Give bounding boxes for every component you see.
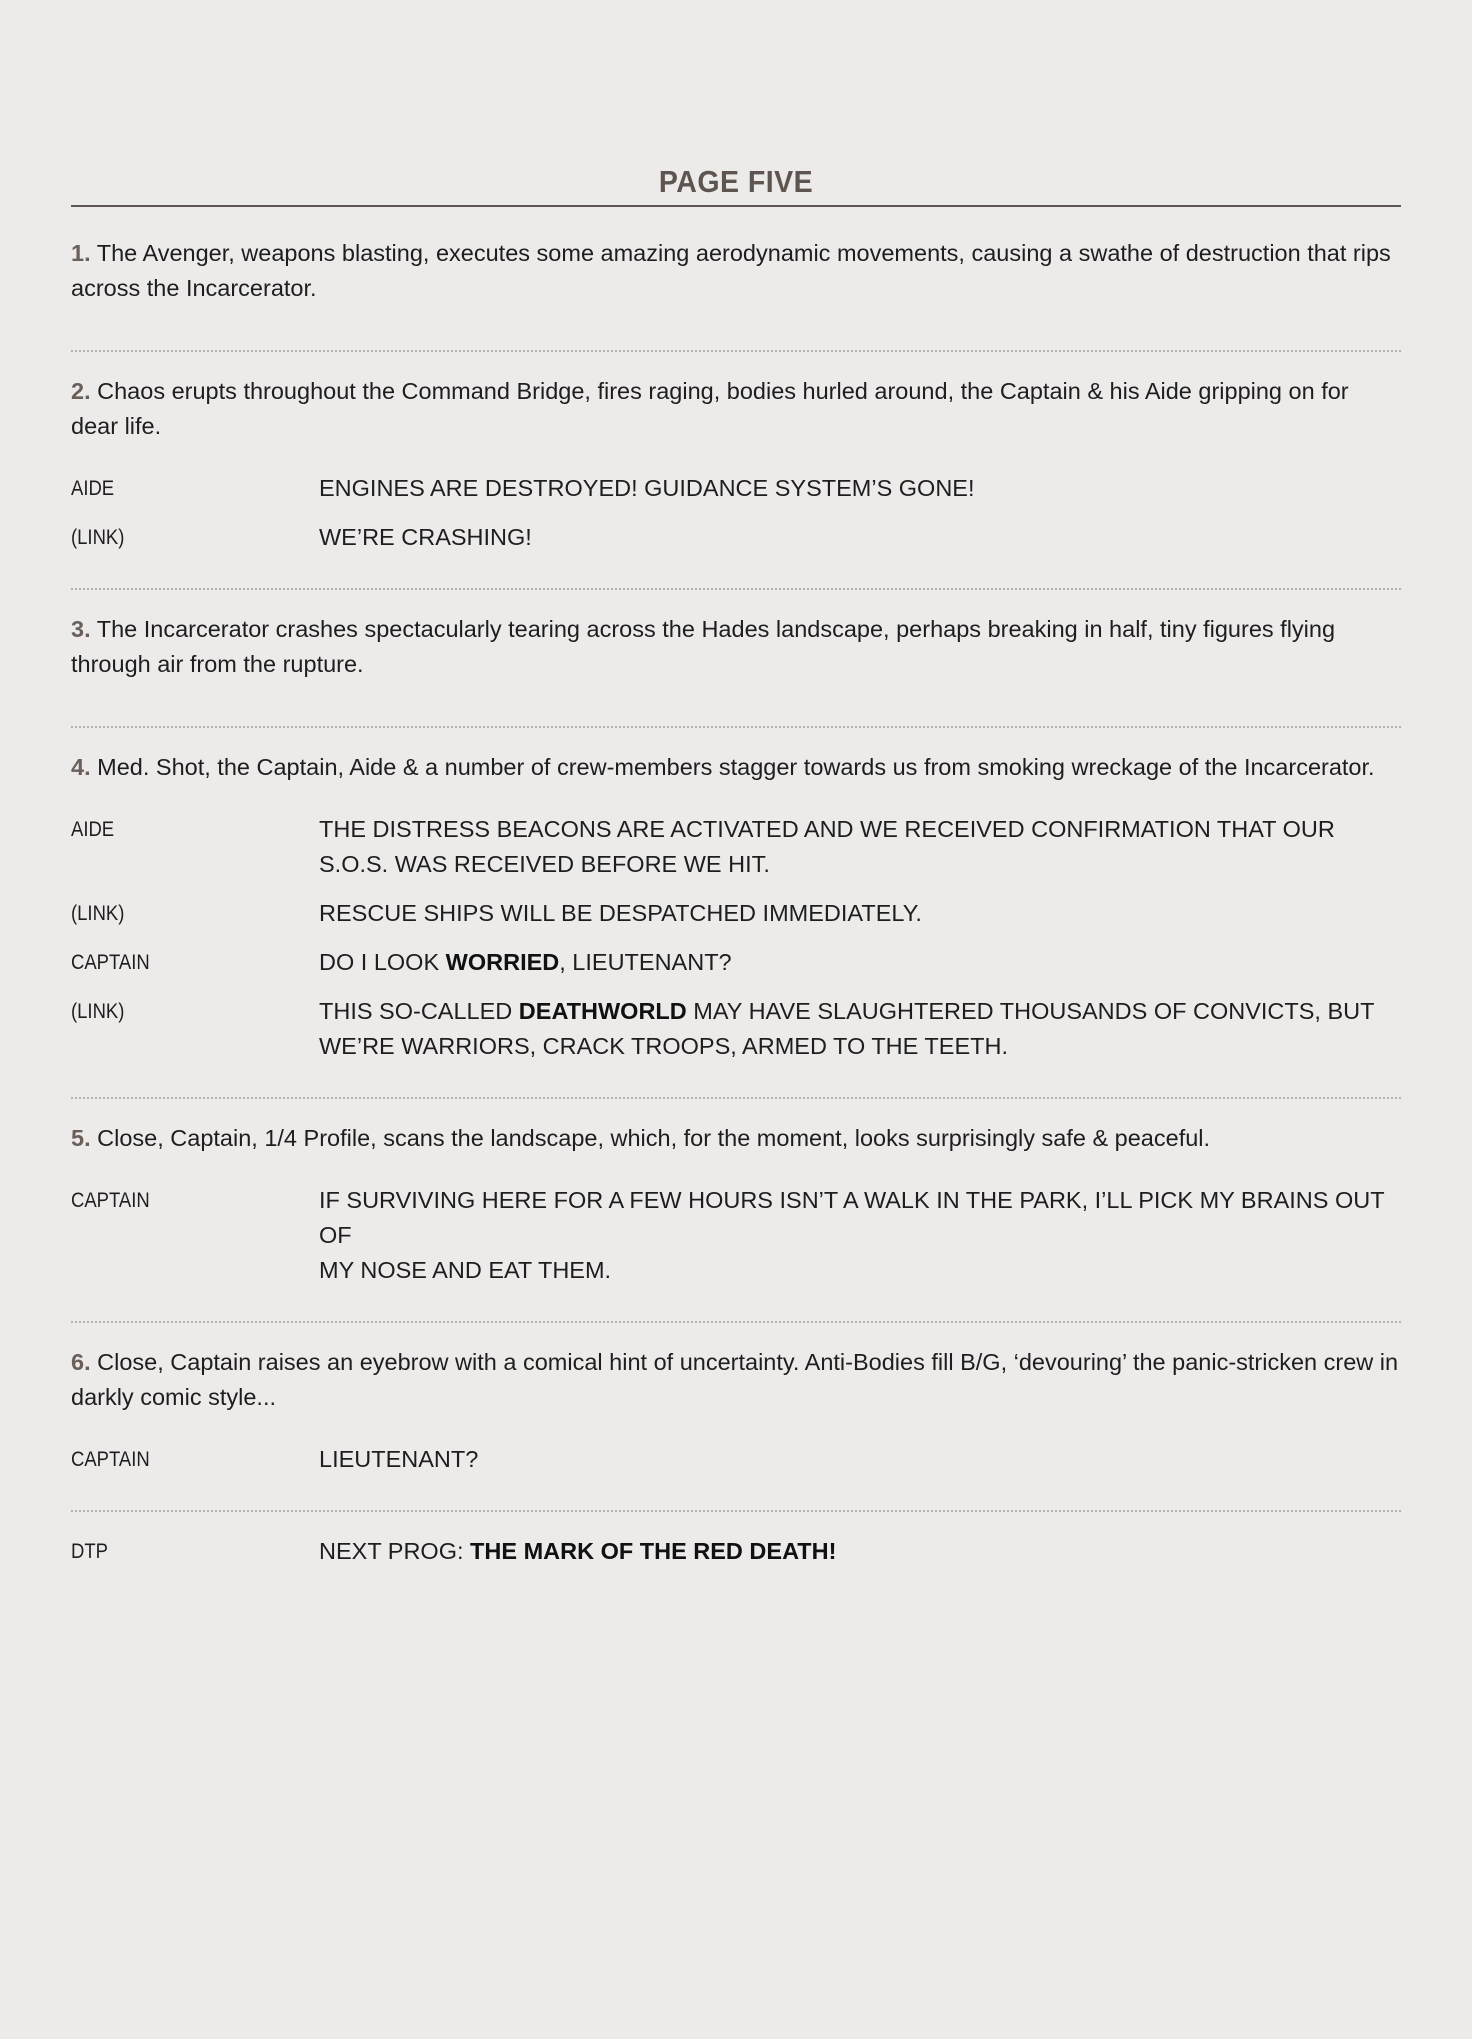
dialogue-line [319, 945, 1401, 980]
page-title: PAGE FIVE [658, 164, 814, 199]
dialogue-row [71, 812, 1401, 882]
dialogue-text: THIS SO-CALLED [319, 998, 519, 1024]
dialogue-text: MY NOSE AND EAT THEM. [319, 1257, 612, 1283]
panel-number: 3. [71, 616, 91, 642]
dialogue-row [71, 994, 1401, 1064]
next-prog-line [319, 1534, 1401, 1569]
panel-3-description [71, 612, 1401, 682]
panel-number: 4. [71, 754, 91, 780]
dialogue-line: ENGINES ARE DESTROYED! GUIDANCE SYSTEM’S GONE! [319, 475, 975, 501]
panel-number: 5. [71, 1125, 91, 1151]
emphasis-text: WORRIED [445, 949, 560, 975]
dialogue-line: WE’RE CRASHING! [319, 524, 532, 550]
speaker-label: (LINK) [71, 526, 125, 549]
dialogue-line: LIEUTENANT? [319, 1446, 479, 1472]
panel-number: 6. [71, 1349, 91, 1375]
panel-description-text: The Avenger, weapons blasting, executes some amazing aerodynamic movements, causing a swathe of destruction that rips across the Incarcerator. [71, 240, 1391, 301]
next-prog-title: THE MARK OF THE RED DEATH! [470, 1538, 837, 1564]
speaker-label: CAPTAIN [71, 1448, 150, 1471]
speaker-label: CAPTAIN [71, 1189, 150, 1212]
panel-number: 2. [71, 378, 91, 404]
panel-5-description [71, 1121, 1401, 1156]
panel-2-description [71, 374, 1401, 444]
dialogue-row [71, 896, 1401, 931]
title-rule [71, 205, 1401, 207]
next-prog-row [71, 1534, 1401, 1569]
speaker-label: DTP [71, 1540, 108, 1563]
panel-description-text: The Incarcerator crashes spectacularly tearing across the Hades landscape, perhaps breaking in half, tiny figures flying through air from the rupture. [71, 616, 1336, 677]
dialogue-row [71, 945, 1401, 980]
dialogue-text: DO I LOOK [319, 949, 446, 975]
panel-description-text: Close, Captain, 1/4 Profile, scans the landscape, which, for the moment, looks surprisingly safe & peaceful. [90, 1125, 1211, 1151]
dialogue-text: MAY HAVE SLAUGHTERED THOUSANDS OF CONVICTS, BUT WE’RE WARRIORS, CRACK TROOPS, ARMED TO THE TEETH. [319, 998, 1375, 1059]
dialogue-line: THE DISTRESS BEACONS ARE ACTIVATED AND WE RECEIVED CONFIRMATION THAT OUR S.O.S. WAS RECEIVED BEFORE WE HIT. [319, 816, 1335, 877]
dialogue-row [71, 520, 1401, 555]
speaker-label: (LINK) [71, 902, 125, 925]
speaker-label: (LINK) [71, 1000, 125, 1023]
dialogue-text: , LIEUTENANT? [559, 949, 732, 975]
speaker-label: AIDE [71, 818, 115, 841]
dialogue-row [71, 1183, 1401, 1288]
emphasis-text: DEATHWORLD [518, 998, 687, 1024]
panel-6-description [71, 1345, 1401, 1415]
dialogue-row [71, 1442, 1401, 1477]
next-prog-prefix: NEXT PROG: [319, 1538, 471, 1564]
dialogue-line [319, 1183, 1401, 1288]
panel-description-text: Med. Shot, the Captain, Aide & a number of crew-members stagger towards us from smoking wreckage of the Incarcerator. [90, 754, 1375, 780]
dialogue-text: IF SURVIVING HERE FOR A FEW HOURS ISN’T A WALK IN THE PARK, I’LL PICK MY BRAINS OUT OF [319, 1187, 1385, 1248]
panel-4-description [71, 750, 1401, 785]
panel-description-text: Chaos erupts throughout the Command Bridge, fires raging, bodies hurled around, the Captain & his Aide gripping on for dear life. [71, 378, 1349, 439]
panel-number: 1. [71, 240, 91, 266]
dialogue-row [71, 471, 1401, 506]
speaker-label: CAPTAIN [71, 951, 150, 974]
dialogue-line [319, 994, 1401, 1064]
panel-1-description [71, 236, 1401, 306]
speaker-label: AIDE [71, 477, 115, 500]
panel-description-text: Close, Captain raises an eyebrow with a comical hint of uncertainty. Anti-Bodies fill B/G, ‘devouring’ the panic-stricken crew in darkly comic style... [71, 1349, 1399, 1410]
dialogue-line: RESCUE SHIPS WILL BE DESPATCHED IMMEDIATELY. [319, 900, 922, 926]
